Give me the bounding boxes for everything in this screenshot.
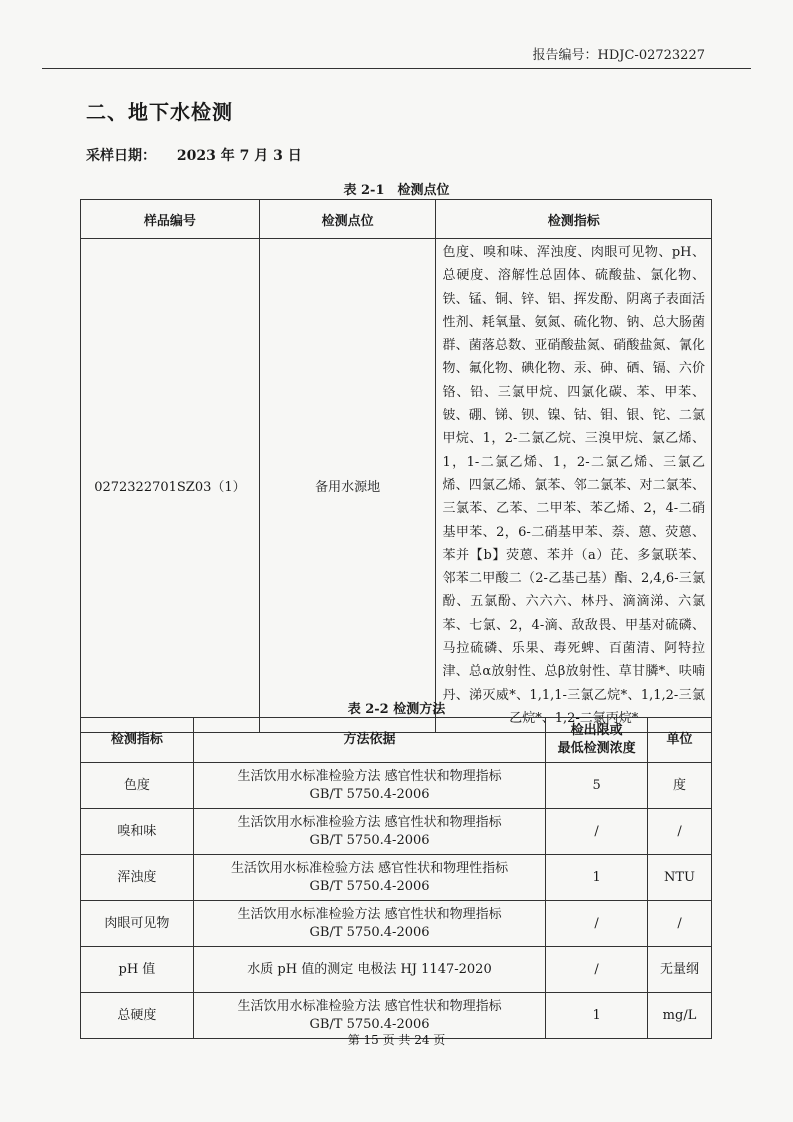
- method-cell: [193, 855, 545, 901]
- indicator-cell: pH 值: [81, 947, 194, 993]
- column-header-unit: 单位: [648, 718, 712, 763]
- method-cell: [193, 901, 545, 947]
- column-header-limit: [546, 718, 648, 763]
- table-row: [81, 239, 712, 733]
- method-name: 生活饮用水标准检验方法 感官性状和物理性指标: [230, 860, 509, 876]
- method-name: 生活饮用水标准检验方法 感官性状和物理指标: [237, 906, 502, 922]
- method-standard: GB/T 5750.4-2006: [309, 1016, 430, 1032]
- method-cell: [193, 763, 545, 809]
- table-row: [81, 855, 712, 901]
- unit-cell: /: [648, 901, 712, 947]
- unit-cell: 度: [648, 763, 712, 809]
- indicator-cell: 肉眼可见物: [81, 901, 194, 947]
- method-standard: GB/T 5750.4-2006: [309, 878, 430, 894]
- table1-caption: 表 2-1 检测点位: [343, 183, 450, 198]
- method-name: 生活饮用水标准检验方法 感官性状和物理指标: [237, 998, 502, 1014]
- method-standard: GB/T 5750.4-2006: [309, 786, 430, 802]
- unit-cell: 无量纲: [648, 947, 712, 993]
- header-divider: [42, 68, 751, 69]
- table2-caption: 表 2-2 检测方法: [347, 702, 446, 717]
- indicators-cell: 色度、嗅和味、浑浊度、肉眼可见物、pH、总硬度、溶解性总固体、硫酸盐、氯化物、铁、锰、铜、锌、铝、挥发酚、阴离子表面活性剂、耗氧量、氨氮、硫化物、钠、总大肠菌群、菌落总数、亚硝酸盐氮、硝酸盐氮、氰化物、氟化物、碘化物、汞、砷、硒、镉、六价铬、铅、三氯甲烷、四氯化碳、苯、甲苯、铍、硼、锑、钡、镍、钴、钼、银、铊、二氯甲烷、1，2-二氯乙烷、三溴甲烷、氯乙烯、1，1-二氯乙烯、1，2-二氯乙烯、三氯乙烯、四氯乙烯、氯苯、邻二氯苯、对二氯苯、三氯苯、乙苯、二甲苯、苯乙烯、2，4-二硝基甲苯、2，6-二硝基甲苯、萘、蒽、荧蒽、苯并【b】荧蒽、苯并（a）芘、多氯联苯、邻苯二甲酸二（2-乙基己基）酯、2,4,6-三氯酚、五氯酚、六六六、林丹、滴滴涕、六氯苯、七氯、2，4-滴、敌敌畏、甲基对硫磷、马拉硫磷、乐果、毒死蜱、百菌清、阿特拉津、总α放射性、总β放射性、草甘膦*、呋喃丹、涕灭威*、1,1,1-三氯乙烷*、1,1,2-三氯乙烷*、1,2-二氯丙烷*: [436, 239, 712, 733]
- indicator-cell: 总硬度: [81, 993, 194, 1039]
- limit-cell: /: [546, 947, 648, 993]
- indicator-cell: 色度: [81, 763, 194, 809]
- limit-cell: 5: [546, 763, 648, 809]
- unit-cell: /: [648, 809, 712, 855]
- limit-header-line2: 最低检测浓度: [557, 741, 636, 756]
- indicator-cell: 嗅和味: [81, 809, 194, 855]
- table-header-row: [81, 718, 712, 763]
- indicator-cell: 浑浊度: [81, 855, 194, 901]
- method-standard: GB/T 5750.4-2006: [309, 924, 430, 940]
- method-cell: [193, 809, 545, 855]
- unit-cell: mg/L: [648, 993, 712, 1039]
- method-name: 生活饮用水标准检验方法 感官性状和物理指标: [237, 814, 502, 830]
- column-header-sample-id: 样品编号: [81, 200, 260, 239]
- table-row: [81, 901, 712, 947]
- sample-id-cell: 0272322701SZ03（1）: [81, 239, 260, 733]
- limit-cell: /: [546, 901, 648, 947]
- page-footer: 第 15 页 共 24 页: [347, 1033, 446, 1047]
- sample-date-label: 采样日期：: [86, 148, 156, 164]
- method-standard: GB/T 5750.4-2006: [309, 832, 430, 848]
- sampling-points-table: [80, 199, 712, 733]
- method-cell: 水质 pH 值的测定 电极法 HJ 1147-2020: [193, 947, 545, 993]
- table-row: [81, 763, 712, 809]
- column-header-indicator: 检测指标: [81, 718, 194, 763]
- report-number: 报告编号：HDJC-02723227: [532, 48, 705, 63]
- limit-cell: 1: [546, 855, 648, 901]
- unit-cell: NTU: [648, 855, 712, 901]
- sample-date-value: 2023 年 7 月 3 日: [176, 148, 302, 164]
- column-header-indicators: 检测指标: [436, 200, 712, 239]
- limit-cell: /: [546, 809, 648, 855]
- column-header-location: 检测点位: [259, 200, 436, 239]
- method-name: 生活饮用水标准检验方法 感官性状和物理指标: [237, 768, 502, 784]
- table-row: [81, 809, 712, 855]
- table-header-row: [81, 200, 712, 239]
- table-row: [81, 947, 712, 993]
- column-header-method: 方法依据: [193, 718, 545, 763]
- limit-cell: 1: [546, 993, 648, 1039]
- section-title: 二、地下水检测: [86, 100, 233, 124]
- location-cell: 备用水源地: [259, 239, 436, 733]
- sample-date: [86, 145, 302, 165]
- test-methods-table: [80, 717, 712, 1039]
- limit-header-line1: 检出限或: [570, 723, 623, 738]
